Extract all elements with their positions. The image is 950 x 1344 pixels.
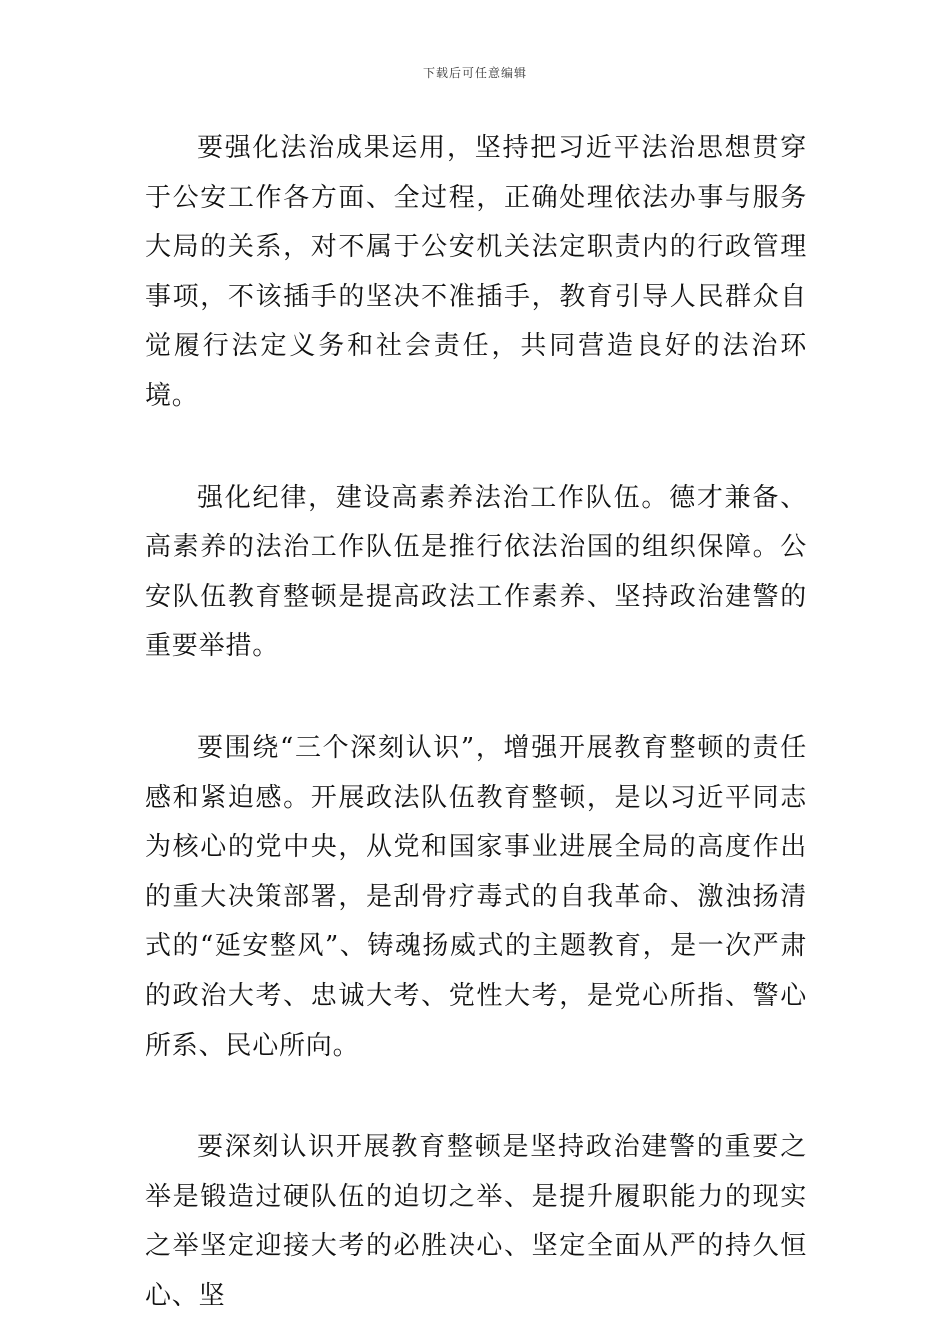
- paragraph-2: 强化纪律，建设高素养法治工作队伍。德才兼备、高素养的法治工作队伍是推行依法治国的组织保障。公安队伍教育整顿是提高政法工作素养、坚持政治建警的重要举措。: [145, 482, 807, 662]
- document-body: [145, 124, 807, 1321]
- paragraph-3: 要围绕“三个深刻认识”，增强开展教育整顿的责任感和紧迫感。开展政法队伍教育整顿，是以习近平同志为核心的党中央，从党和国家事业进展全局的高度作出的重大决策部署，是刮骨疗毒式的自我革命、激浊扬清式的“延安整风”、铸魂扬威式的主题教育，是一次严肃的政治大考、忠诚大考、党性大考，是党心所指、警心所系、民心所向。: [145, 732, 807, 1061]
- paragraph-4: 要深刻认识开展教育整顿是坚持政治建警的重要之举是锻造过硬队伍的迫切之举、是提升履职能力的现实之举坚定迎接大考的必胜决心、坚定全面从严的持久恒心、坚: [145, 1132, 807, 1311]
- page-header-note: 下载后可任意编辑: [422, 66, 527, 80]
- paragraph-1: 要强化法治成果运用，坚持把习近平法治思想贯穿于公安工作各方面、全过程，正确处理依法办事与服务大局的关系，对不属于公安机关法定职责内的行政管理事项，不该插手的坚决不准插手，教育引导人民群众自觉履行法定义务和社会责任，共同营造良好的法治环境。: [145, 133, 807, 411]
